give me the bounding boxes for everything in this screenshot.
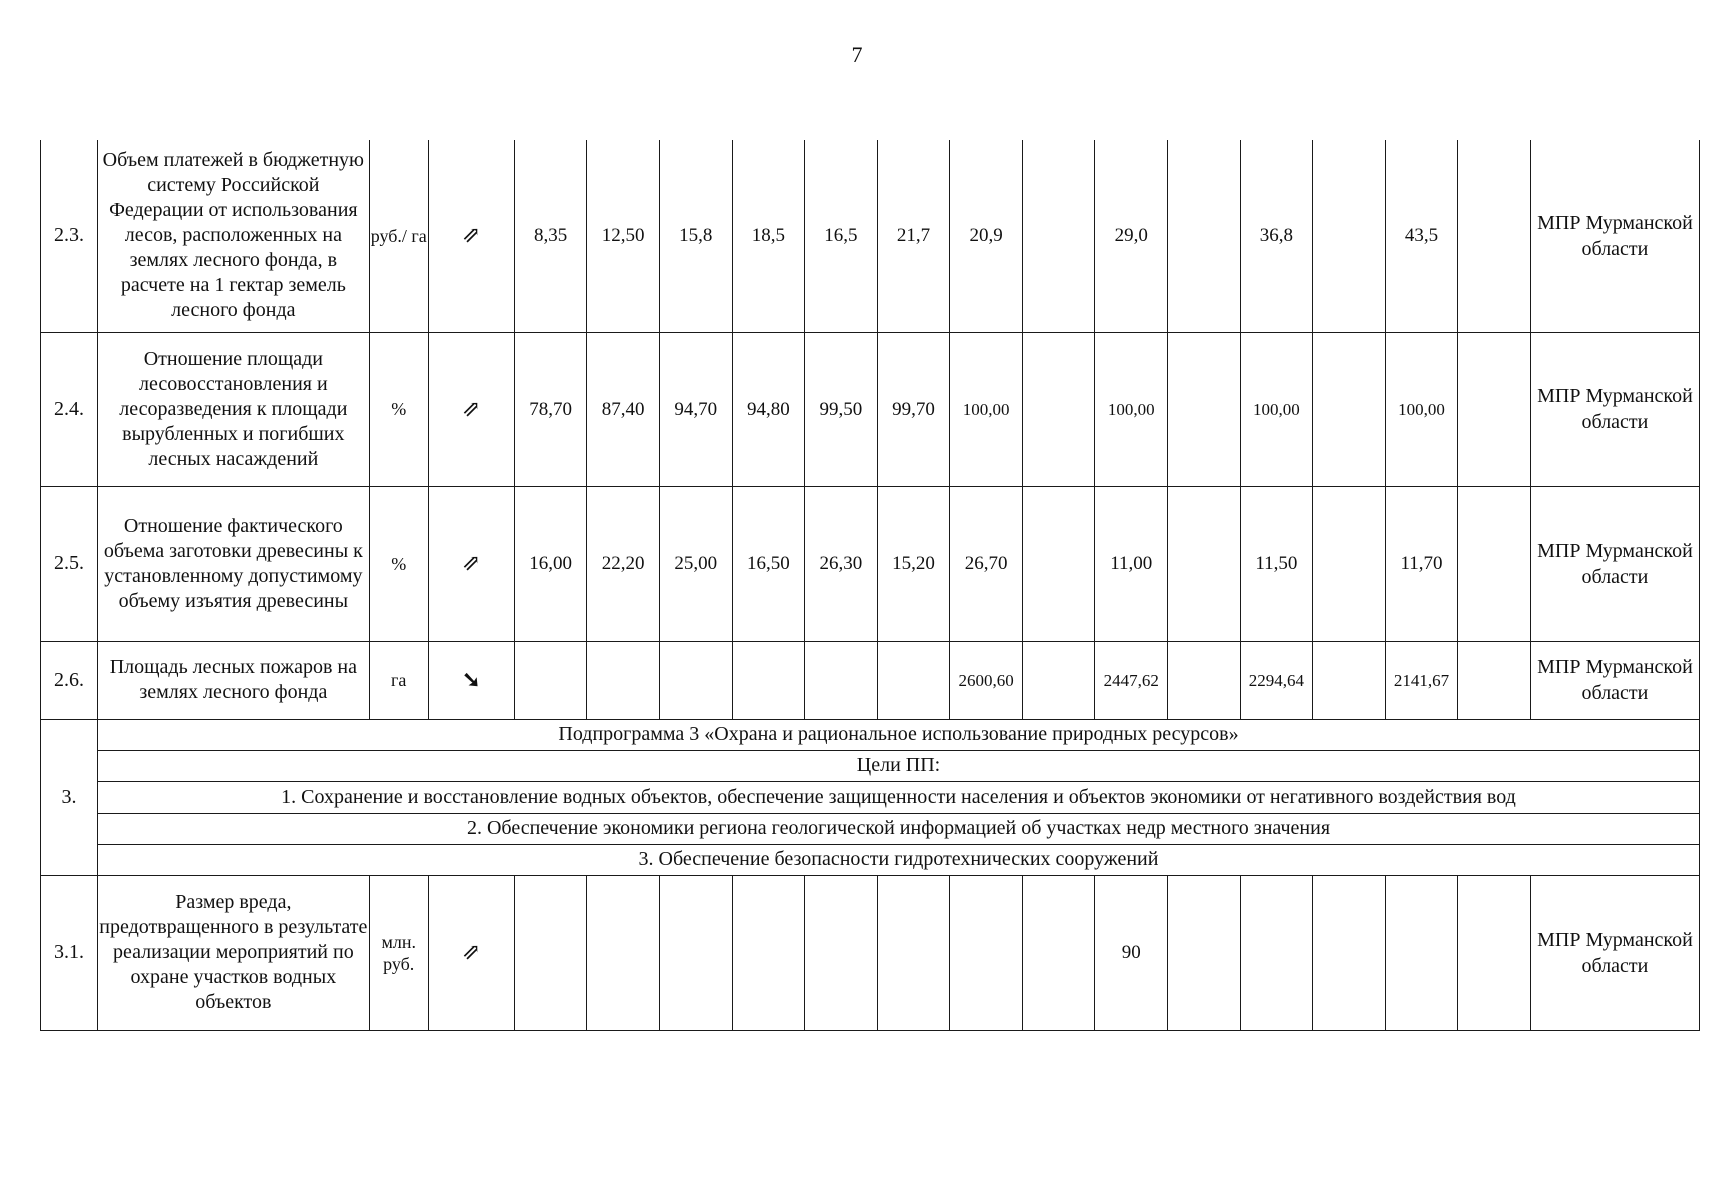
value-cell: 100,00	[1385, 332, 1458, 486]
value-cell: 26,70	[950, 486, 1023, 641]
value-cell	[1022, 140, 1095, 332]
value-cell: 18,5	[732, 140, 805, 332]
row-number: 2.3.	[41, 140, 98, 332]
value-cell: 2141,67	[1385, 641, 1458, 719]
responsible-org: МПР Мурманской области	[1530, 641, 1699, 719]
value-cell: 11,70	[1385, 486, 1458, 641]
value-cell: 94,70	[659, 332, 732, 486]
unit-cell: руб./ га	[369, 140, 428, 332]
page-number: 7	[851, 42, 863, 67]
value-cell	[514, 641, 587, 719]
value-cell	[1458, 332, 1531, 486]
value-cell: 78,70	[514, 332, 587, 486]
value-cell: 29,0	[1095, 140, 1168, 332]
value-cell: 2600,60	[950, 641, 1023, 719]
responsible-org: МПР Мурманской области	[1530, 140, 1699, 332]
table-row	[41, 781, 1700, 813]
table-row	[41, 486, 1700, 641]
value-cell	[1022, 641, 1095, 719]
value-cell: 25,00	[659, 486, 732, 641]
value-cell: 2447,62	[1095, 641, 1168, 719]
value-cell: 12,50	[587, 140, 660, 332]
table-row	[41, 875, 1700, 1030]
value-cell	[877, 641, 950, 719]
indicator-name: Отношение площади лесовосстановления и лесоразведения к площади вырубленных и погибших лесных насаждений	[98, 332, 370, 486]
value-cell	[877, 875, 950, 1030]
value-cell	[1168, 332, 1241, 486]
value-cell	[1313, 486, 1386, 641]
value-cell	[659, 875, 732, 1030]
arrow-up-right-icon: ⇗	[462, 395, 481, 421]
arrow-up-right-icon: ⇗	[462, 939, 481, 964]
goal-item: 2. Обеспечение экономики региона геологической информацией об участках недр местного значения	[98, 813, 1700, 844]
value-cell	[1240, 875, 1313, 1030]
value-cell: 90	[1095, 875, 1168, 1030]
value-cell	[1313, 332, 1386, 486]
table-row	[41, 844, 1700, 875]
value-cell	[1458, 486, 1531, 641]
indicator-name: Отношение фактического объема заготовки древесины к установленному допустимому объему изъятия древесины	[98, 486, 370, 641]
value-cell	[1458, 140, 1531, 332]
value-cell: 16,50	[732, 486, 805, 641]
table-row	[41, 813, 1700, 844]
value-cell	[805, 875, 878, 1030]
value-cell	[1168, 140, 1241, 332]
row-number: 3.1.	[41, 875, 98, 1030]
table-row	[41, 750, 1700, 781]
direction-cell	[428, 486, 514, 641]
goal-item: 3. Обеспечение безопасности гидротехнических сооружений	[98, 844, 1700, 875]
value-cell: 21,7	[877, 140, 950, 332]
value-cell: 99,50	[805, 332, 878, 486]
indicator-name: Объем платежей в бюджетную систему Российской Федерации от использования лесов, расположенных на землях лесного фонда, в расчете на 1 гектар земель лесного фонда	[98, 140, 370, 332]
value-cell	[1022, 875, 1095, 1030]
value-cell	[659, 641, 732, 719]
value-cell	[950, 875, 1023, 1030]
row-number: 2.6.	[41, 641, 98, 719]
goals-label: Цели ПП:	[98, 750, 1700, 781]
value-cell: 8,35	[514, 140, 587, 332]
value-cell	[805, 641, 878, 719]
value-cell: 20,9	[950, 140, 1023, 332]
value-cell	[1313, 875, 1386, 1030]
direction-cell	[428, 641, 514, 719]
indicators-table	[40, 140, 1700, 1031]
value-cell: 100,00	[950, 332, 1023, 486]
direction-cell	[428, 140, 514, 332]
value-cell: 99,70	[877, 332, 950, 486]
value-cell	[587, 641, 660, 719]
value-cell	[1458, 641, 1531, 719]
value-cell: 11,50	[1240, 486, 1313, 641]
value-cell	[1313, 140, 1386, 332]
value-cell	[1313, 641, 1386, 719]
responsible-org: МПР Мурманской области	[1530, 875, 1699, 1030]
value-cell: 16,5	[805, 140, 878, 332]
table-row	[41, 719, 1700, 750]
table-row	[41, 140, 1700, 332]
row-number: 3.	[41, 719, 98, 875]
value-cell: 36,8	[1240, 140, 1313, 332]
table-row	[41, 332, 1700, 486]
arrow-up-right-icon: ⇗	[462, 222, 481, 248]
goal-item: 1. Сохранение и восстановление водных объектов, обеспечение защищенности населения и объектов экономики от негативного воздействия вод	[98, 781, 1700, 813]
value-cell	[1022, 486, 1095, 641]
direction-cell	[428, 332, 514, 486]
value-cell	[587, 875, 660, 1030]
value-cell	[732, 641, 805, 719]
value-cell	[1168, 486, 1241, 641]
value-cell: 43,5	[1385, 140, 1458, 332]
unit-cell: млн. руб.	[369, 875, 428, 1030]
value-cell: 100,00	[1095, 332, 1168, 486]
arrow-up-right-icon: ⇗	[462, 550, 481, 575]
value-cell	[1385, 875, 1458, 1030]
value-cell: 16,00	[514, 486, 587, 641]
unit-cell: %	[369, 332, 428, 486]
value-cell	[1022, 332, 1095, 486]
value-cell: 15,8	[659, 140, 732, 332]
indicator-name: Площадь лесных пожаров на землях лесного фонда	[98, 641, 370, 719]
responsible-org: МПР Мурманской области	[1530, 332, 1699, 486]
responsible-org: МПР Мурманской области	[1530, 486, 1699, 641]
row-number: 2.5.	[41, 486, 98, 641]
value-cell	[1168, 641, 1241, 719]
unit-cell: га	[369, 641, 428, 719]
row-number: 2.4.	[41, 332, 98, 486]
value-cell: 2294,64	[1240, 641, 1313, 719]
value-cell: 87,40	[587, 332, 660, 486]
value-cell: 11,00	[1095, 486, 1168, 641]
value-cell: 26,30	[805, 486, 878, 641]
value-cell	[514, 875, 587, 1030]
value-cell	[1458, 875, 1531, 1030]
value-cell: 100,00	[1240, 332, 1313, 486]
table-row	[41, 641, 1700, 719]
value-cell: 22,20	[587, 486, 660, 641]
value-cell	[1168, 875, 1241, 1030]
subprogram-title: Подпрограмма 3 «Охрана и рациональное использование природных ресурсов»	[98, 719, 1700, 750]
value-cell: 94,80	[732, 332, 805, 486]
indicator-name: Размер вреда, предотвращенного в результате реализации мероприятий по охране участков водных объектов	[98, 875, 370, 1030]
value-cell: 15,20	[877, 486, 950, 641]
unit-cell: %	[369, 486, 428, 641]
direction-cell	[428, 875, 514, 1030]
value-cell	[732, 875, 805, 1030]
arrow-down-right-icon: ➘	[462, 666, 481, 692]
